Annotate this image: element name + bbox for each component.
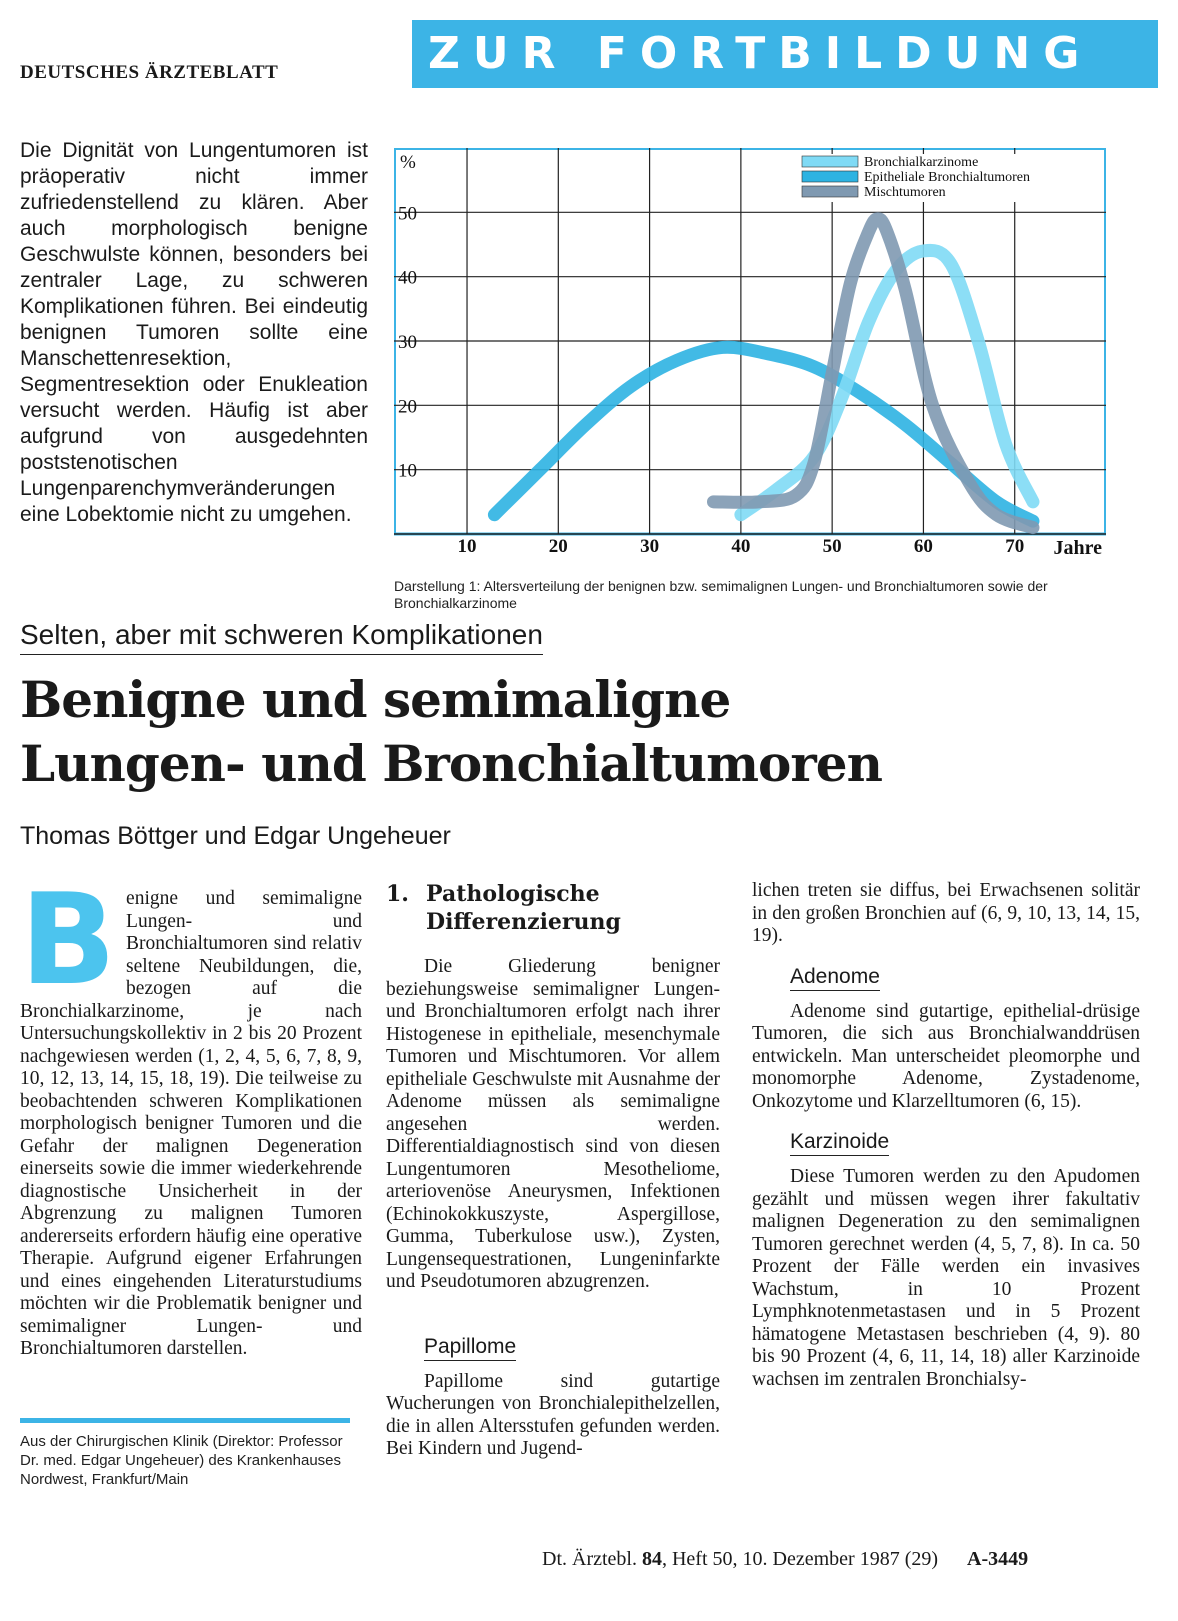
legend-label: Epitheliale Bronchialtumoren <box>864 170 1031 185</box>
chart-svg <box>394 148 1106 576</box>
column-3 <box>752 880 1140 1391</box>
legend-swatch <box>802 186 858 197</box>
series-line-1 <box>741 250 1033 514</box>
section-number: 1. <box>386 881 409 907</box>
legend-label: Mischtumoren <box>864 185 946 200</box>
papillome-heading: Papillome <box>424 1334 516 1361</box>
section-paragraph: Die Gliederung benigner beziehungsweise semimaligner Lungen- und Bronchialtumoren erfolgt nach ihrer Histogenese in epitheliale, mesenchymale Tumoren und Mischtumoren. Vor allem epitheliale Geschwulste mit Ausnahme der Adenome müssen als semimaligne angesehen werden. Differentialdiagnostisch sind von diesen Lungentumoren Mesotheliome, arteriovenöse Aneurysmen, Infektionen (Echinokokkuszyste, Aspergillose, Gumma, Tuberkulose usw.), Zysten, Lungensequestrationen, Lungeninfarkte und Pseudotumoren abzugrenzen. <box>386 956 720 1292</box>
x-tick-label: 20 <box>548 536 568 557</box>
footer-journal: Dt. Ärztebl. <box>542 1548 637 1570</box>
adenome-heading: Adenome <box>790 964 880 991</box>
author-affiliation: Aus der Chirurgischen Klinik (Direktor: Professor Dr. med. Edgar Ungeheuer) des Krankenhauses Nordwest, Frankfurt/Main <box>20 1433 343 1488</box>
y-tick-label: 10 <box>398 460 417 482</box>
x-tick-label: 60 <box>913 536 933 557</box>
x-tick-label: 70 <box>1005 536 1025 557</box>
footer-page-number: A-3449 <box>967 1548 1029 1570</box>
journal-name: DEUTSCHES ÄRZTEBLATT <box>20 62 279 83</box>
y-tick-label: 50 <box>398 203 417 225</box>
x-tick-label: 30 <box>640 536 660 557</box>
intro-abstract: Die Dignität von Lungentumoren ist präoperativ nicht immer zufriedenstellend zu klären. Aber auch morphologisch benigne Geschwulste können, besonders bei zentraler Lage, zu schweren Komplikationen führen. Bei eindeutig benignen Tumoren sollte eine Manschettenresektion, Segmentresektion oder Enukleation versucht werden. Häufig ist aber aufgrund von ausgedehnten poststenotischen Lungenparenchymveränderungen eine Lobektomie nicht zu umgehen. <box>20 139 368 526</box>
age-distribution-chart <box>394 148 1106 576</box>
adenome-paragraph: Adenome sind gutartige, epithelial-drüsige Tumoren, die sich aus Bronchialwanddrüsen entwickeln. Man unterscheidet pleomorphe und monomorphe Adenome, Zystadenome, Onkozytome und Klarzelltumoren (6, 15). <box>752 1000 1140 1112</box>
papillome-continuation: lichen treten sie diffus, bei Erwachsenen solitär in den großen Bronchien auf (6, 9, 10, 13, 14, 15, 19). <box>752 880 1140 946</box>
column-1 <box>20 866 362 1361</box>
title-line-1: Benigne und semimaligne <box>20 670 731 729</box>
y-tick-label: 20 <box>398 396 417 418</box>
x-tick-label: 10 <box>457 536 477 557</box>
karzinoide-heading: Karzinoide <box>790 1129 889 1156</box>
x-tick-label: 50 <box>822 536 842 557</box>
x-axis-label: Jahre <box>1053 537 1102 559</box>
article-authors: Thomas Böttger und Edgar Ungeheuer <box>20 822 451 850</box>
y-axis-label: % <box>400 152 416 173</box>
footer-volume: 84 <box>641 1548 662 1570</box>
section-banner: ZUR FORTBILDUNG <box>412 20 1158 88</box>
article-subtitle: Selten, aber mit schweren Komplikationen <box>20 618 543 655</box>
y-tick-label: 30 <box>398 332 417 353</box>
x-tick-label: 40 <box>731 536 751 557</box>
article-title <box>20 668 1160 796</box>
legend-swatch <box>802 171 858 182</box>
y-tick-label: 40 <box>398 267 417 289</box>
title-line-2: Lungen- und Bronchialtumoren <box>20 734 882 793</box>
column-2 <box>386 880 720 1461</box>
page-footer <box>542 1548 1028 1571</box>
legend-swatch <box>802 156 858 167</box>
section-heading <box>386 880 720 936</box>
drop-cap: B <box>20 866 117 1013</box>
footer-issue: , Heft 50, 10. Dezember 1987 (29) <box>661 1548 939 1570</box>
section-title: Pathologische Differenzierung <box>426 881 621 935</box>
lead-paragraph: enigne und semimaligne Lungen- und Bronchialtumoren sind relativ seltene Neubildungen, die, bezogen auf die Bronchialkarzinome, je nach Untersuchungskollektiv in 2 bis 20 Prozent nachgewiesen werden (1, 2, 4, 5, 6, 7, 8, 9, 10, 12, 13, 14, 15, 18, 19). Die teilweise zu beobachtenden schweren Komplikationen morphologisch benigner Tumoren und die Gefahr der malignen Degeneration einerseits sowie die immer wiederkehrende diagnostische Unsicherheit in der Abgrenzung zu malignen Tumoren andererseits erfordern häufig eine operative Therapie. Aufgrund eigener Erfahrungen und eines eingehenden Literaturstudiums möchten wir die Problematik benigner und semimaligner Lungen- und Bronchialtumoren darstellen. <box>20 888 362 1359</box>
affiliation-rule <box>20 1418 350 1423</box>
legend-label: Bronchialkarzinome <box>864 155 979 170</box>
karzinoide-paragraph: Diese Tumoren werden zu den Apudomen gezählt und müssen wegen ihrer fakultativ malignen Degeneration zu den semimalignen Tumoren gerechnet werden (4, 5, 7, 8). In ca. 50 Prozent der Fälle werden ein invasives Wachstum, in 10 Prozent Lymphknotenmetastasen und in 5 Prozent hämatogene Metastasen beschrieben (4, 9). 80 bis 90 Prozent (4, 6, 11, 14, 18) aller Karzinoide wachsen im zentralen Bronchialsy- <box>752 1166 1140 1390</box>
papillome-paragraph: Papillome sind gutartige Wucherungen von Bronchialepithelzellen, die in allen Altersstufen gefunden werden. Bei Kindern und Jugend- <box>386 1370 720 1459</box>
chart-caption: Darstellung 1: Altersverteilung der benignen bzw. semimalignen Lungen- und Bronchialtumoren sowie der Bronchialkarzinome <box>394 578 1048 611</box>
